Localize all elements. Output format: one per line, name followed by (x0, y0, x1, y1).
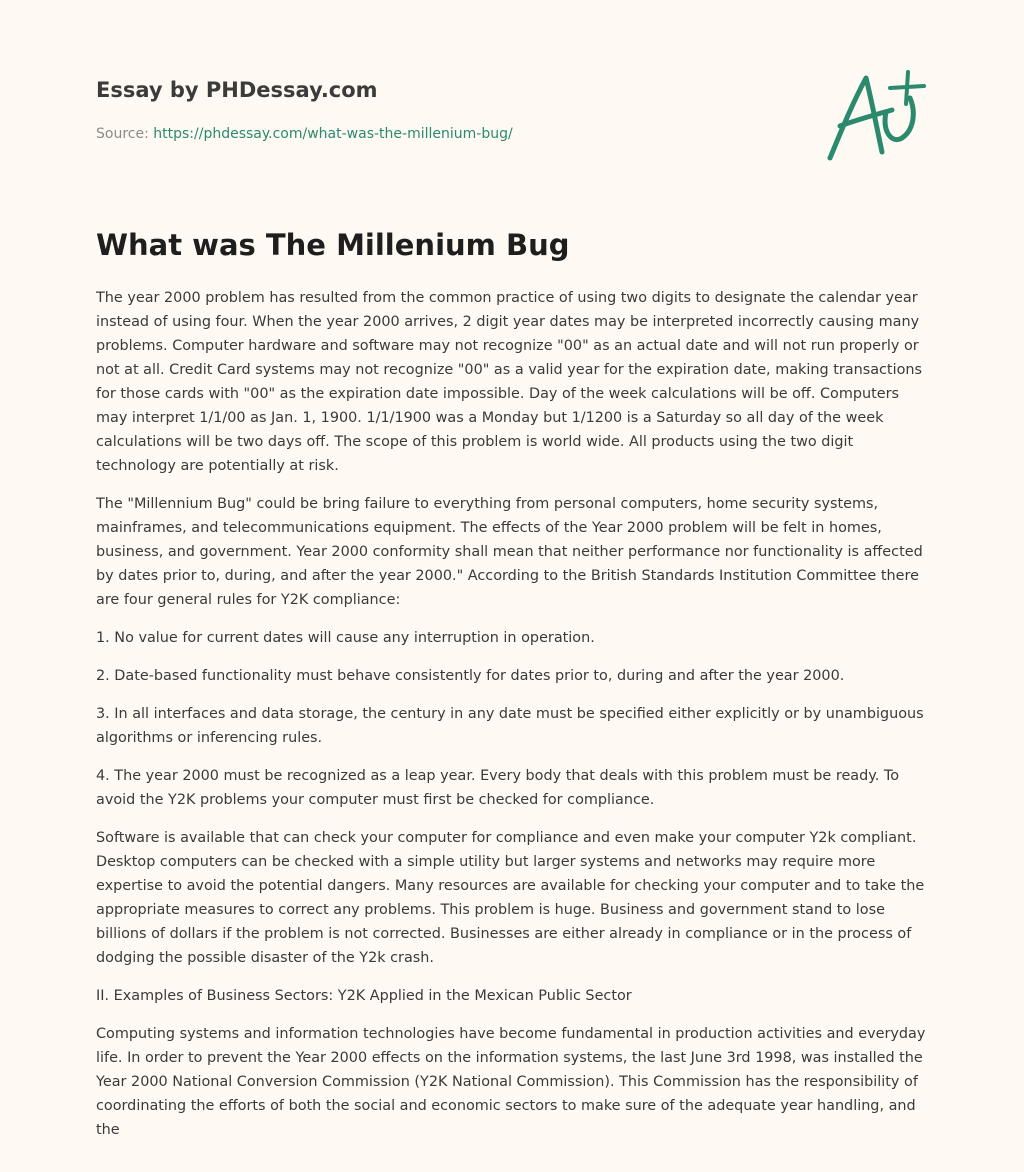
rule-2: 2. Date-based functionality must behave consistently for dates prior to, during and after the year 2000. (96, 668, 845, 684)
section-heading: II. Examples of Business Sectors: Y2K Applied in the Mexican Public Sector (96, 988, 632, 1004)
rule-4: 4. The year 2000 must be recognized as a leap year. Every body that deals with this problem must be ready. To avoid the Y2K problems your computer must first be checked for compliance. (96, 768, 900, 808)
source-link[interactable]: https://phdessay.com/what-was-the-millenium-bug/ (153, 126, 513, 142)
rule-3: 3. In all interfaces and data storage, the century in any date must be specified either explicitly or by unambiguous algorithms or inferencing rules. (96, 706, 924, 746)
paragraph-1: The year 2000 problem has resulted from the common practice of using two digits to designate the calendar year instead of using four. When the year 2000 arrives, 2 digit year dates may be interpreted incorrectly causing many problems. Computer hardware and software may not recognize "00" as an actual date and will not run properly or not at all. Credit Card systems may not recognize "00" as a valid year for the expiration date, making transactions for those cards with "00" as the expiration date impossible. Day of the week calculations will be off. Computers may interpret 1/1/00 as Jan. 1, 1900. 1/1/1900 was a Monday but 1/1200 is a Saturday so all day of the week calculations will be two days off. The scope of this problem is world wide. All products using the two digit technology are potentially at risk. (96, 290, 922, 474)
page-header (96, 0, 932, 180)
source-line (96, 124, 513, 144)
a-plus-logo-icon (826, 68, 926, 164)
paragraph-3: Software is available that can check your computer for compliance and even make your computer Y2k compliant. Desktop computers can be checked with a simple utility but larger systems and networks may require more expertise to avoid the potential dangers. Many resources are available for checking your computer and to take the appropriate measures to correct any problems. This problem is huge. Business and government stand to lose billions of dollars if the problem is not corrected. Businesses are either already in compliance or in the process of dodging the possible disaster of the Y2k crash. (96, 830, 925, 966)
paragraph-2: The "Millennium Bug" could be bring failure to everything from personal computers, home security systems, mainframes, and telecommunications equipment. The effects of the Year 2000 problem will be felt in homes, business, and government. Year 2000 conformity shall mean that neither performance nor functionality is affected by dates prior to, during, and after the year 2000." According to the British Standards Institution Committee there are four general rules for Y2K compliance: (96, 496, 923, 608)
essay-body (96, 286, 932, 1156)
site-brand: Essay by PHDessay.com (96, 78, 378, 102)
rule-1: 1. No value for current dates will cause any interruption in operation. (96, 630, 595, 646)
essay-title: What was The Millenium Bug (96, 228, 570, 262)
source-label: Source: (96, 126, 154, 142)
paragraph-4: Computing systems and information technologies have become fundamental in production activities and everyday life. In order to prevent the Year 2000 effects on the information systems, the last June 3rd 1998, was installed the Year 2000 National Conversion Commission (Y2K National Commission). This Commission has the responsibility of coordinating the efforts of both the social and economic sectors to make sure of the adequate year handling, and the (96, 1026, 926, 1138)
essay-page (96, 0, 932, 1138)
